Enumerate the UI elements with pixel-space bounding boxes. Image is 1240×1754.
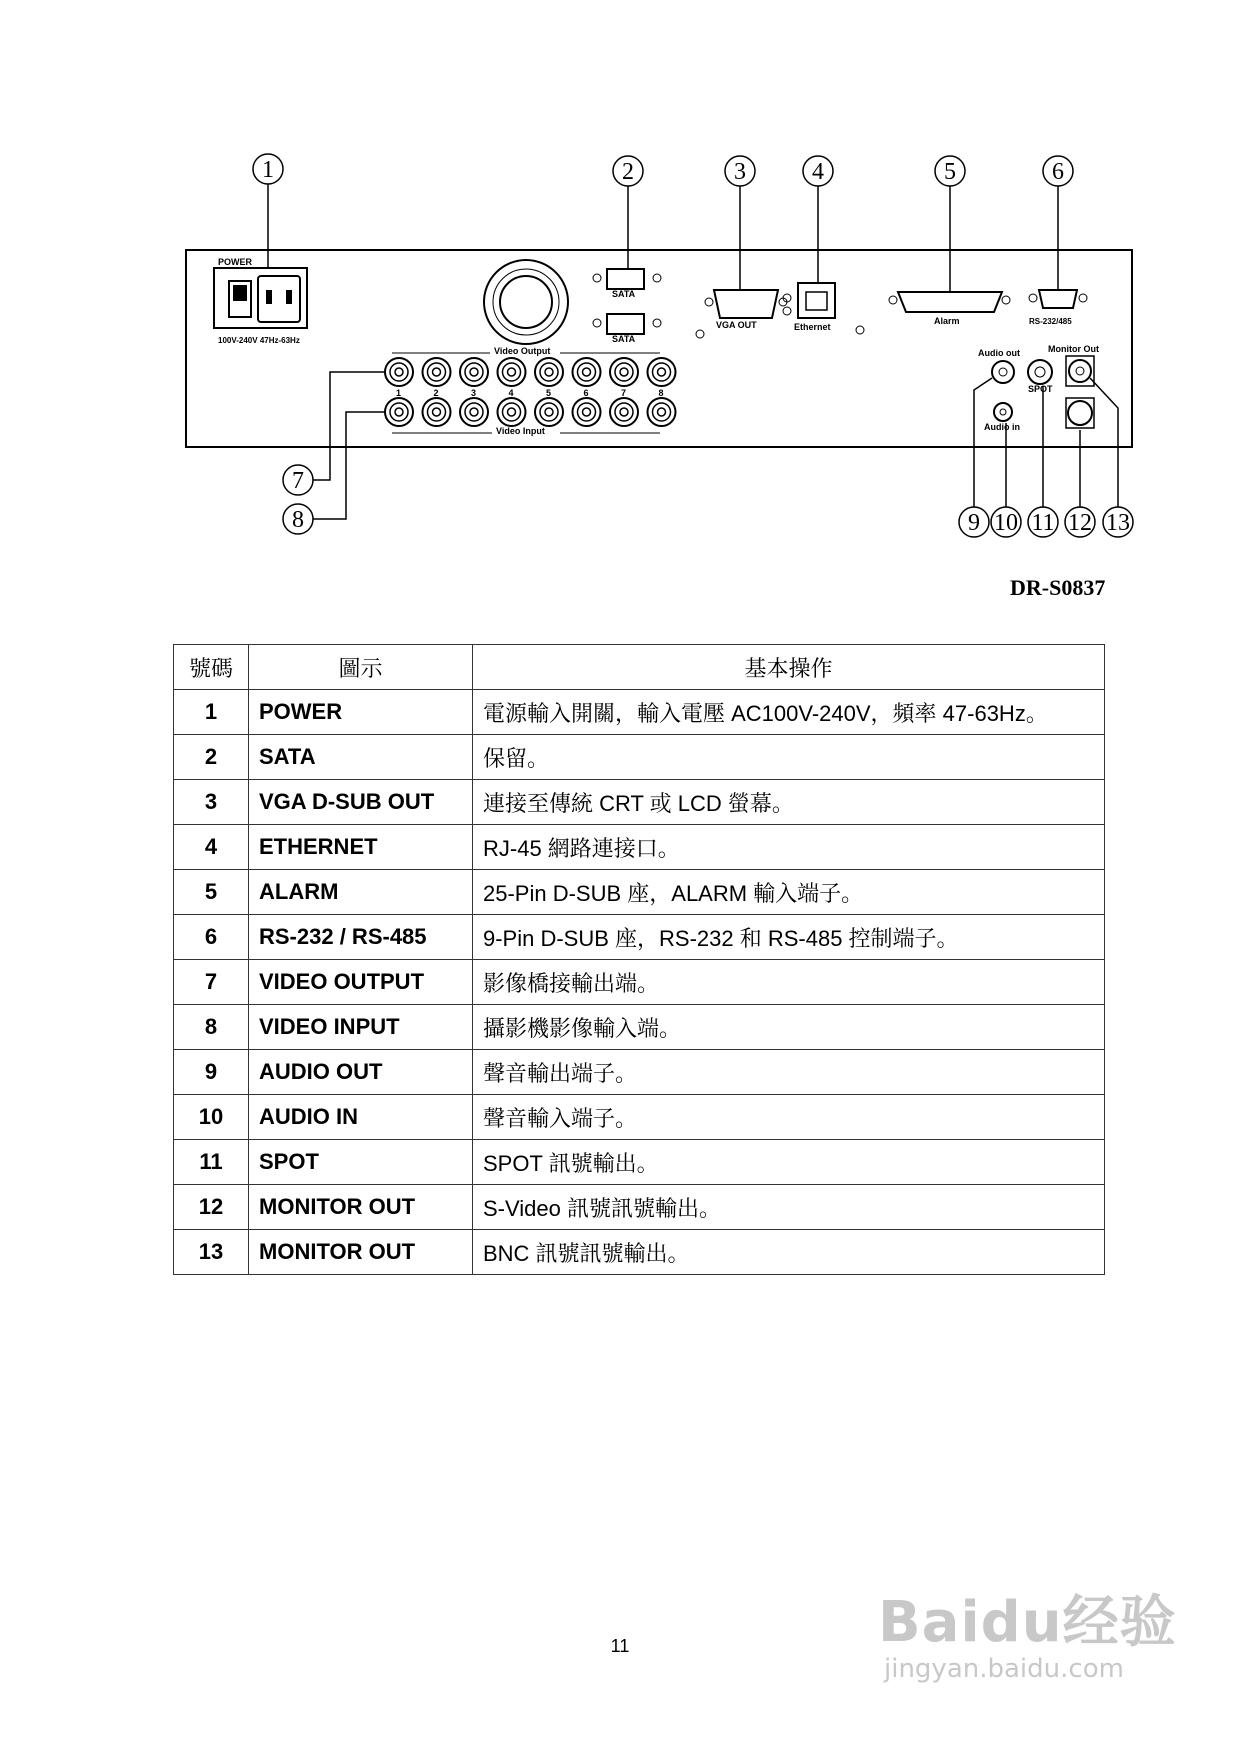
bnc-number-label: 8 — [658, 388, 664, 398]
video-output-label: Video Output — [494, 346, 551, 356]
callout-circle — [1103, 507, 1133, 537]
table-row — [174, 690, 1105, 735]
row-name: MONITOR OUT — [249, 1230, 473, 1275]
callout-number: 8 — [292, 507, 304, 533]
spot-label: SPOT — [1028, 384, 1053, 394]
row-number: 4 — [174, 825, 249, 870]
callout-circle — [935, 156, 965, 186]
bnc-number-label: 5 — [546, 388, 552, 398]
row-description: RJ-45 網路連接口。 — [473, 825, 1105, 870]
port-spec-table — [173, 644, 1105, 1275]
row-number: 7 — [174, 960, 249, 1005]
row-name: SATA — [249, 735, 473, 780]
row-number: 8 — [174, 1005, 249, 1050]
callout-number: 4 — [812, 159, 824, 185]
callout-circle — [283, 465, 313, 495]
model-number: DR-S0837 — [1010, 575, 1106, 600]
header-operation: 基本操作 — [473, 645, 1105, 690]
table-row — [174, 960, 1105, 1005]
callout-number: 5 — [944, 159, 956, 185]
row-description: 聲音輸入端子。 — [473, 1095, 1105, 1140]
watermark-logo: Baidu经验 — [878, 1590, 1177, 1655]
row-name: MONITOR OUT — [249, 1185, 473, 1230]
baidu-watermark — [878, 1578, 1177, 1684]
row-name: POWER — [249, 690, 473, 735]
callout-number: 7 — [292, 468, 304, 494]
callout-circle — [1065, 507, 1095, 537]
row-number: 11 — [174, 1140, 249, 1185]
bnc-number-label: 3 — [471, 388, 477, 398]
row-description: SPOT 訊號輸出。 — [473, 1140, 1105, 1185]
table-row — [174, 870, 1105, 915]
row-name: RS-232 / RS-485 — [249, 915, 473, 960]
header-icon: 圖示 — [249, 645, 473, 690]
bnc-number-label: 1 — [396, 388, 402, 398]
bnc-number-label: 2 — [433, 388, 439, 398]
row-description: 電源輸入開關，輸入電壓 AC100V-240V，頻率 47-63Hz。 — [473, 690, 1105, 735]
row-name: AUDIO OUT — [249, 1050, 473, 1095]
table-row — [174, 1005, 1105, 1050]
callout-circle — [1028, 507, 1058, 537]
table-header-row — [174, 645, 1105, 690]
sata-top-label: SATA — [612, 289, 636, 299]
row-name: VIDEO INPUT — [249, 1005, 473, 1050]
callout-circle — [803, 156, 833, 186]
row-name: VIDEO OUTPUT — [249, 960, 473, 1005]
row-number: 1 — [174, 690, 249, 735]
vga-out-label: VGA OUT — [716, 320, 757, 330]
callout-circle — [1043, 156, 1073, 186]
row-name: ALARM — [249, 870, 473, 915]
row-name: SPOT — [249, 1140, 473, 1185]
row-description: 聲音輸出端子。 — [473, 1050, 1105, 1095]
power-label: POWER — [218, 257, 253, 267]
row-number: 10 — [174, 1095, 249, 1140]
callout-number: 2 — [622, 159, 634, 185]
callout-circle — [725, 156, 755, 186]
callout-circle — [613, 156, 643, 186]
callout-circle — [253, 154, 283, 184]
row-number: 3 — [174, 780, 249, 825]
row-name: AUDIO IN — [249, 1095, 473, 1140]
bnc-number-label: 4 — [508, 388, 514, 398]
table-row — [174, 1230, 1105, 1275]
voltage-label: 100V-240V 47Hz-63Hz — [218, 336, 300, 345]
rear-panel-diagram — [0, 0, 1240, 560]
row-number: 9 — [174, 1050, 249, 1095]
row-number: 13 — [174, 1230, 249, 1275]
row-description: S-Video 訊號訊號輸出。 — [473, 1185, 1105, 1230]
table-row — [174, 735, 1105, 780]
audio-out-label: Audio out — [978, 348, 1020, 358]
callout-circle — [959, 507, 989, 537]
bnc-number-label: 6 — [583, 388, 589, 398]
row-description: 9-Pin D-SUB 座，RS-232 和 RS-485 控制端子。 — [473, 915, 1105, 960]
row-description: 攝影機影像輸入端。 — [473, 1005, 1105, 1050]
row-number: 5 — [174, 870, 249, 915]
callout-number: 12 — [1068, 510, 1092, 536]
video-input-label: Video Input — [496, 426, 545, 436]
table-row — [174, 1095, 1105, 1140]
table-row — [174, 780, 1105, 825]
audio-in-label: Audio in — [984, 422, 1020, 432]
callout-circle — [991, 507, 1021, 537]
row-name: ETHERNET — [249, 825, 473, 870]
page-number: 11 — [610, 1636, 630, 1656]
row-name: VGA D-SUB OUT — [249, 780, 473, 825]
row-description: 連接至傳統 CRT 或 LCD 螢幕。 — [473, 780, 1105, 825]
table-row — [174, 825, 1105, 870]
row-description: 影像橋接輸出端。 — [473, 960, 1105, 1005]
callout-number: 10 — [994, 510, 1018, 536]
rs232-label: RS-232/485 — [1029, 317, 1072, 326]
row-number: 12 — [174, 1185, 249, 1230]
header-number: 號碼 — [174, 645, 249, 690]
callout-number: 3 — [734, 159, 746, 185]
table-row — [174, 1140, 1105, 1185]
row-description: 保留。 — [473, 735, 1105, 780]
table-row — [174, 915, 1105, 960]
row-description: BNC 訊號訊號輸出。 — [473, 1230, 1105, 1275]
alarm-label: Alarm — [934, 316, 960, 326]
table-row — [174, 1185, 1105, 1230]
row-number: 6 — [174, 915, 249, 960]
ethernet-label: Ethernet — [794, 322, 831, 332]
monitor-out-label: Monitor Out — [1048, 344, 1099, 354]
callout-number: 1 — [262, 157, 274, 183]
callout-number: 11 — [1031, 510, 1055, 536]
watermark-url: jingyan.baidu.com — [884, 1654, 1124, 1684]
callout-circle — [283, 504, 313, 534]
callout-number: 6 — [1052, 159, 1064, 185]
table-row — [174, 1050, 1105, 1095]
row-description: 25-Pin D-SUB 座，ALARM 輸入端子。 — [473, 870, 1105, 915]
sata-bottom-label: SATA — [612, 334, 636, 344]
callout-number: 9 — [968, 510, 980, 536]
row-number: 2 — [174, 735, 249, 780]
callout-number: 13 — [1106, 510, 1130, 536]
bnc-number-label: 7 — [621, 388, 627, 398]
